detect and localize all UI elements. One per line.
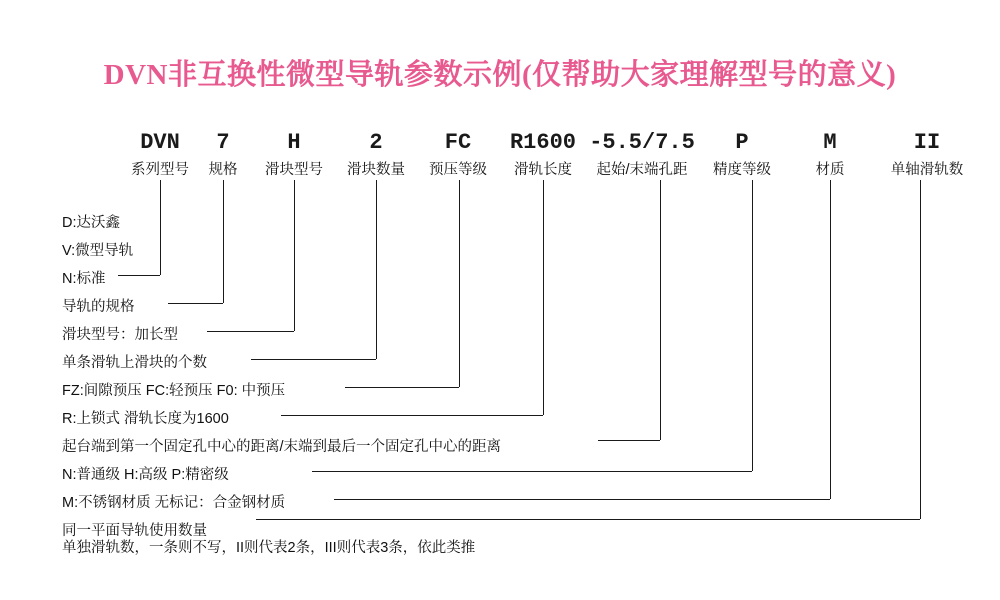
code-cell-series: DVN xyxy=(140,130,180,155)
connector-h-rail-qty xyxy=(256,519,920,520)
connector-v-material xyxy=(830,180,831,499)
code-cell-accuracy: P xyxy=(735,130,749,155)
label-block-type: 滑块型号 xyxy=(265,162,323,178)
label-accuracy: 精度等级 xyxy=(713,162,771,178)
connector-h-accuracy xyxy=(312,471,752,472)
desc-line-10: N:普通级 H:高级 P:精密级 xyxy=(62,467,229,483)
connector-v-rail-length xyxy=(543,180,544,415)
desc-line-6: 单条滑轨上滑块的个数 xyxy=(62,355,207,371)
connector-v-rail-qty xyxy=(920,180,921,519)
label-size: 规格 xyxy=(208,162,238,178)
code-cell-rail-length: R1600 xyxy=(509,130,576,155)
label-hole-pitch: 起始/末端孔距 xyxy=(596,162,688,178)
label-series: 系列型号 xyxy=(131,162,189,178)
desc-line-5: 滑块型号：加长型 xyxy=(62,327,178,343)
label-rail-qty: 单轴滑轨数 xyxy=(890,162,964,178)
connector-h-rail-length xyxy=(281,415,543,416)
desc-line-12: 同一平面导轨使用数量 xyxy=(62,523,207,539)
desc-line-2: V:微型导轨 xyxy=(62,243,134,259)
label-preload: 预压等级 xyxy=(429,162,487,178)
connector-v-block-count xyxy=(376,180,377,359)
connector-h-series xyxy=(118,275,160,276)
connector-v-size xyxy=(223,180,224,303)
label-block-count: 滑块数量 xyxy=(347,162,405,178)
desc-line-1: D:达沃鑫 xyxy=(62,215,120,231)
connector-v-preload xyxy=(459,180,460,387)
code-cell-material: M xyxy=(823,130,837,155)
desc-line-9: 起台端到第一个固定孔中心的距离/末端到最后一个固定孔中心的距离 xyxy=(62,439,502,455)
connector-h-hole-pitch xyxy=(598,440,660,441)
footnote-text: 单独滑轨数，一条则不写，II则代表2条，III则代表3条，依此类推 xyxy=(62,540,476,556)
connector-h-block-type xyxy=(207,331,294,332)
connector-h-block-count xyxy=(251,359,376,360)
code-cell-block-count: 2 xyxy=(369,130,383,155)
desc-line-4: 导轨的规格 xyxy=(62,299,135,315)
code-cell-hole-pitch: -5.5/7.5 xyxy=(589,130,695,155)
label-material: 材质 xyxy=(815,162,845,178)
desc-line-3: N:标准 xyxy=(62,271,106,287)
connector-v-accuracy xyxy=(752,180,753,471)
connector-h-preload xyxy=(345,387,459,388)
connector-v-series xyxy=(160,180,161,275)
code-cell-size: 7 xyxy=(216,130,230,155)
desc-line-11: M:不锈钢材质 无标记：合金钢材质 xyxy=(62,495,286,511)
code-cell-block-type: H xyxy=(287,130,301,155)
page-title: DVN非互换性微型导轨参数示例(仅帮助大家理解型号的意义) xyxy=(103,59,897,91)
connector-h-material xyxy=(334,499,830,500)
code-cell-preload: FC xyxy=(444,130,472,155)
connector-h-size xyxy=(168,303,223,304)
connector-v-hole-pitch xyxy=(660,180,661,440)
desc-line-7: FZ:间隙预压 FC:轻预压 F0: 中预压 xyxy=(62,383,286,399)
desc-line-8: R:上锁式 滑轨长度为1600 xyxy=(62,411,229,427)
label-rail-length: 滑轨长度 xyxy=(514,162,572,178)
connector-v-block-type xyxy=(294,180,295,331)
code-cell-rail-qty: II xyxy=(913,130,941,155)
